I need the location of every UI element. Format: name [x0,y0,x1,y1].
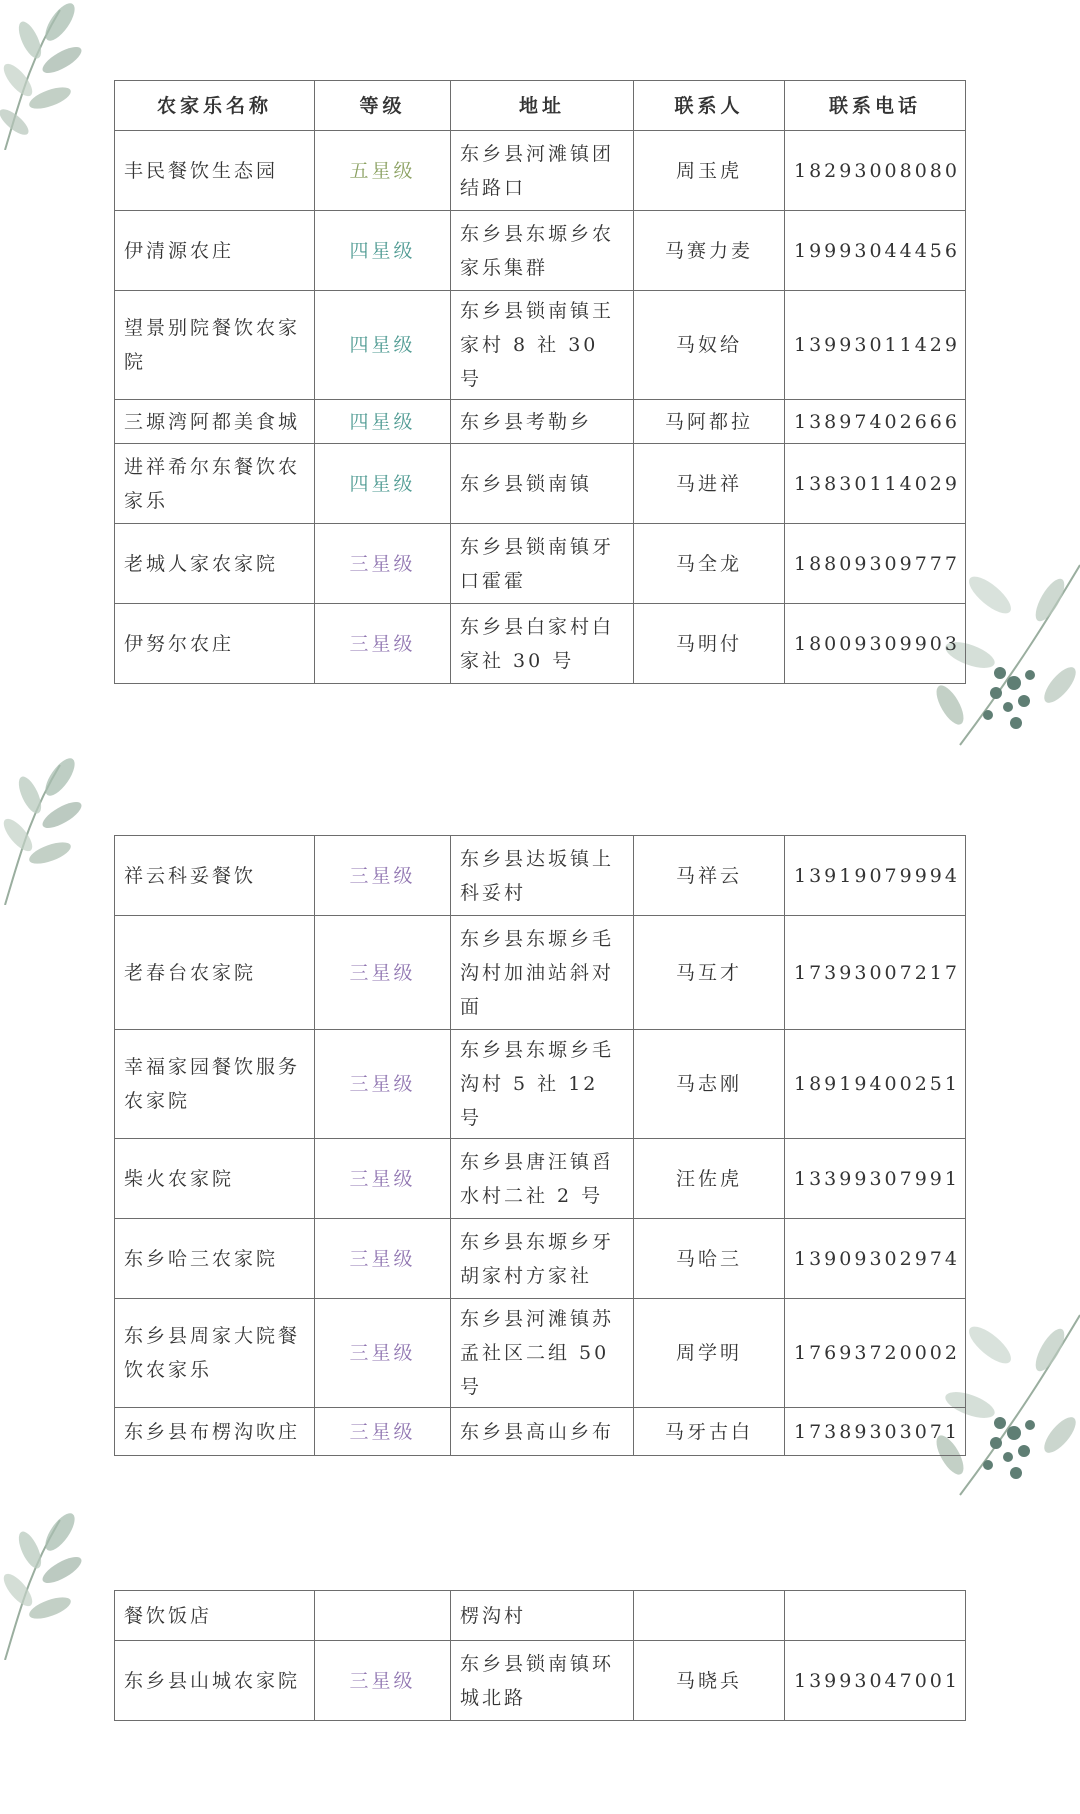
cell-phone: 18919400251 [785,1030,966,1139]
cell-phone [785,1591,966,1641]
cell-contact: 马赛力麦 [634,211,785,291]
cell-grade: 四星级 [315,444,451,524]
cell-grade: 五星级 [315,131,451,211]
cell-grade: 三星级 [315,916,451,1030]
table-row [115,1641,966,1721]
header-name: 农家乐名称 [115,81,315,131]
cell-name: 柴火农家院 [115,1139,315,1219]
table-row [115,211,966,291]
table-row [115,1139,966,1219]
cell-address: 东乡县白家村白家社 30 号 [451,604,634,684]
cell-name: 东乡县山城农家院 [115,1641,315,1721]
cell-phone: 17693720002 [785,1299,966,1408]
cell-address: 东乡县锁南镇王家村 8 社 30 号 [451,291,634,400]
cell-contact: 马互才 [634,916,785,1030]
cell-name: 丰民餐饮生态园 [115,131,315,211]
table-row [115,131,966,211]
cell-grade: 三星级 [315,836,451,916]
table-row [115,916,966,1030]
cell-contact: 马奴给 [634,291,785,400]
cell-name: 望景别院餐饮农家院 [115,291,315,400]
cell-grade: 三星级 [315,1219,451,1299]
cell-address: 东乡县达坂镇上科妥村 [451,836,634,916]
header-contact: 联系人 [634,81,785,131]
table-row [115,444,966,524]
cell-name: 三塬湾阿都美食城 [115,400,315,444]
farm-table-3 [114,1590,966,1721]
cell-phone: 13993011429 [785,291,966,400]
cell-grade: 四星级 [315,400,451,444]
cell-name: 东乡县布楞沟吹庄 [115,1408,315,1456]
cell-name: 伊努尔农庄 [115,604,315,684]
header-grade: 等级 [315,81,451,131]
cell-grade [315,1591,451,1641]
table-row [115,1219,966,1299]
cell-phone: 19993044456 [785,211,966,291]
table-header-row [115,81,966,131]
cell-contact: 汪佐虎 [634,1139,785,1219]
cell-contact: 马明付 [634,604,785,684]
cell-address: 东乡县考勒乡 [451,400,634,444]
cell-address: 东乡县东塬乡牙胡家村方家社 [451,1219,634,1299]
cell-grade: 三星级 [315,1139,451,1219]
cell-phone: 17393007217 [785,916,966,1030]
cell-contact [634,1591,785,1641]
cell-address: 东乡县高山乡布 [451,1408,634,1456]
cell-grade: 三星级 [315,1299,451,1408]
table-row [115,291,966,400]
cell-phone: 13830114029 [785,444,966,524]
cell-name: 伊清源农庄 [115,211,315,291]
cell-name: 餐饮饭店 [115,1591,315,1641]
cell-contact: 马晓兵 [634,1641,785,1721]
cell-contact: 马全龙 [634,524,785,604]
cell-address: 楞沟村 [451,1591,634,1641]
table-row [115,1408,966,1456]
cell-phone: 18009309903 [785,604,966,684]
cell-contact: 马哈三 [634,1219,785,1299]
table-row [115,1591,966,1641]
cell-name: 老城人家农家院 [115,524,315,604]
cell-phone: 13993047001 [785,1641,966,1721]
header-address: 地址 [451,81,634,131]
cell-contact: 马祥云 [634,836,785,916]
cell-phone: 13897402666 [785,400,966,444]
cell-address: 东乡县东塬乡农家乐集群 [451,211,634,291]
table-row [115,524,966,604]
cell-name: 幸福家园餐饮服务农家院 [115,1030,315,1139]
cell-name: 东乡县周家大院餐饮农家乐 [115,1299,315,1408]
cell-phone: 18293008080 [785,131,966,211]
cell-grade: 三星级 [315,1641,451,1721]
cell-contact: 周学明 [634,1299,785,1408]
table-row [115,1299,966,1408]
cell-contact: 马志刚 [634,1030,785,1139]
cell-contact: 马阿都拉 [634,400,785,444]
farm-table-1 [114,80,966,684]
cell-grade: 四星级 [315,291,451,400]
leaf-branch-icon [0,1510,95,1660]
table-row [115,400,966,444]
table-row [115,604,966,684]
cell-address: 东乡县锁南镇 [451,444,634,524]
cell-name: 进祥希尔东餐饮农家乐 [115,444,315,524]
cell-name: 老春台农家院 [115,916,315,1030]
cell-phone: 13399307991 [785,1139,966,1219]
leaf-branch-icon [0,0,95,150]
table-row [115,836,966,916]
cell-grade: 三星级 [315,1030,451,1139]
cell-grade: 三星级 [315,524,451,604]
cell-address: 东乡县唐汪镇舀水村二社 2 号 [451,1139,634,1219]
cell-phone: 13909302974 [785,1219,966,1299]
cell-address: 东乡县河滩镇团结路口 [451,131,634,211]
cell-address: 东乡县东塬乡毛沟村 5 社 12 号 [451,1030,634,1139]
cell-address: 东乡县锁南镇环城北路 [451,1641,634,1721]
cell-grade: 三星级 [315,1408,451,1456]
cell-address: 东乡县东塬乡毛沟村加油站斜对面 [451,916,634,1030]
cell-contact: 周玉虎 [634,131,785,211]
cell-grade: 三星级 [315,604,451,684]
leaf-branch-icon [0,755,95,905]
table-row [115,1030,966,1139]
cell-phone: 13919079994 [785,836,966,916]
cell-contact: 马进祥 [634,444,785,524]
cell-phone: 17389303071 [785,1408,966,1456]
cell-address: 东乡县锁南镇牙口霍霍 [451,524,634,604]
cell-name: 祥云科妥餐饮 [115,836,315,916]
cell-address: 东乡县河滩镇苏孟社区二组 50 号 [451,1299,634,1408]
cell-phone: 18809309777 [785,524,966,604]
header-phone: 联系电话 [785,81,966,131]
cell-grade: 四星级 [315,211,451,291]
cell-contact: 马牙古白 [634,1408,785,1456]
cell-name: 东乡哈三农家院 [115,1219,315,1299]
farm-table-2 [114,835,966,1456]
